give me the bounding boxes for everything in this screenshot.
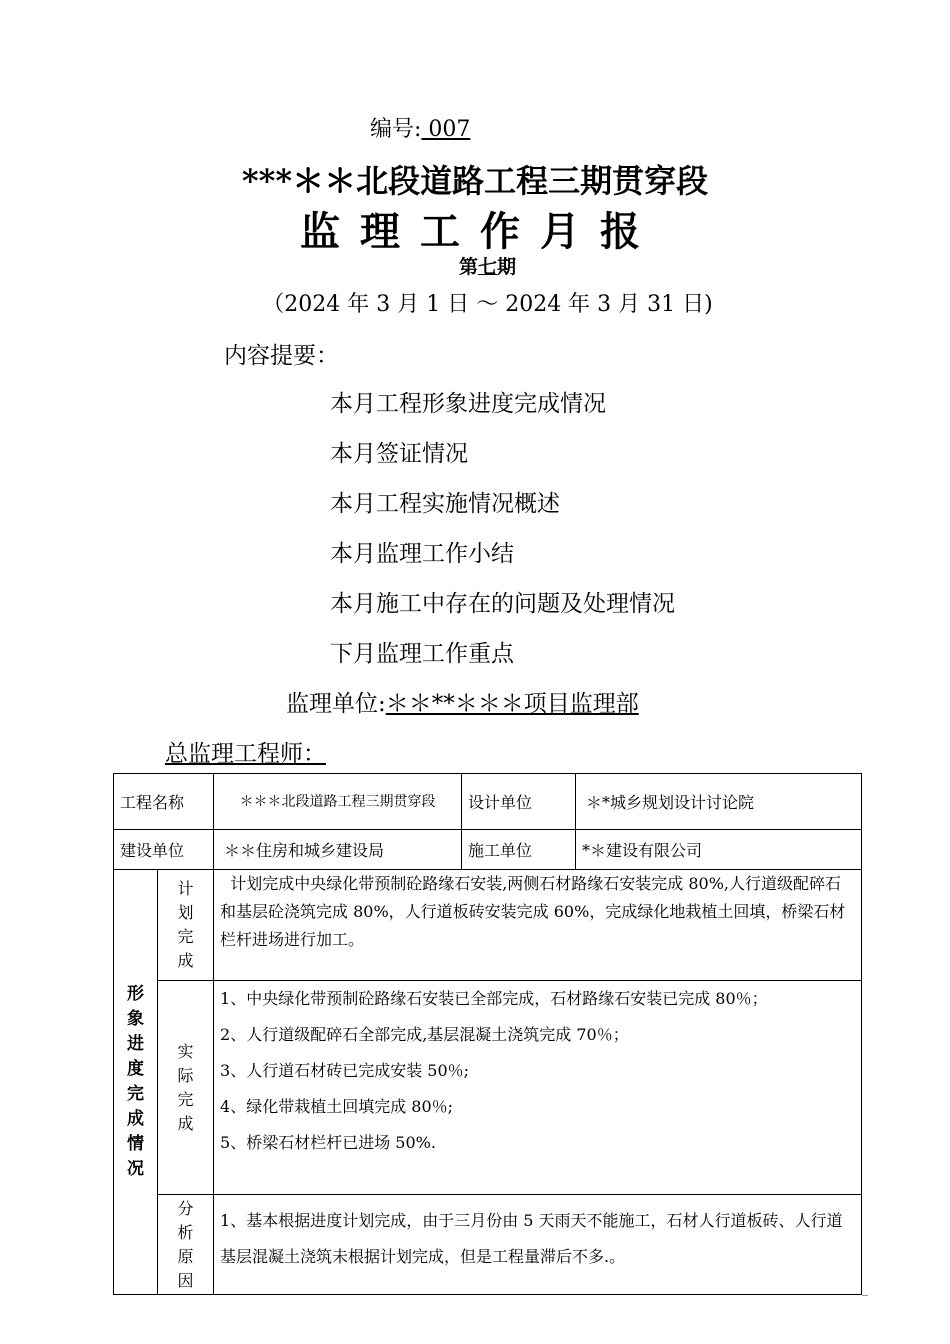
project-name-value: ＊＊＊北段道路工程三期贯穿段	[214, 774, 462, 830]
section-label-text: 形象进度完成情况	[127, 984, 144, 1179]
summary-item: 本月施工中存在的问题及处理情况	[330, 591, 675, 617]
analysis-label-text: 分析原因	[177, 1198, 194, 1290]
analysis-label	[158, 1195, 214, 1295]
serial-label: 编号:	[370, 117, 422, 142]
table-row	[114, 981, 862, 1195]
actual-text	[214, 981, 862, 1195]
analysis-paragraph: 1、基本根据进度计划完成，由于三月份由 5 天雨天不能施工，石材人行道板砖、人行道基层混凝土浇筑未根据计划完成，但是工程量滞后不多.。	[220, 1211, 843, 1266]
plan-paragraph: 计划完成中央绿化带预制砼路缘石安装,两侧石材路缘石安装完成 80%,人行道级配碎石和基层砼浇筑完成 80%，人行道板砖安装完成 60%，完成绿化地栽植土回填，桥梁石材栏杆进场进行加工。	[220, 874, 846, 949]
chief-engineer-label: 总监理工程师：	[165, 741, 326, 767]
section-label	[114, 870, 158, 1295]
serial-value: 007	[421, 117, 471, 142]
design-unit-label: 设计单位	[462, 774, 576, 830]
report-title: 监理工作月报	[300, 208, 660, 255]
project-name-label: 工程名称	[114, 774, 214, 830]
table-row	[114, 830, 862, 870]
summary-item: 本月工程实施情况概述	[330, 491, 560, 517]
project-title: ***＊＊北段道路工程三期贯穿段	[241, 162, 709, 200]
issue-value: 七	[477, 256, 497, 278]
table-row	[114, 870, 862, 981]
plan-label-text: 计划完成	[177, 879, 194, 970]
actual-item: 1、中央绿化带预制砼路缘石安装已全部完成，石材路缘石安装已完成 80％；	[220, 989, 768, 1008]
supervision-unit-value: ＊＊**＊＊＊项目监理部	[385, 691, 639, 717]
build-unit-label: 建设单位	[114, 830, 214, 870]
design-unit-value: ＊*城乡规划设计讨论院	[576, 774, 862, 830]
summary-item: 下月监理工作重点	[330, 641, 514, 667]
serial-number	[370, 112, 470, 143]
supervision-unit	[286, 685, 639, 718]
plan-text	[214, 870, 862, 981]
project-info-table	[113, 773, 862, 1295]
analysis-text	[214, 1195, 862, 1295]
plan-label	[158, 870, 214, 981]
construction-unit-value: *＊建设有限公司	[576, 830, 862, 870]
actual-label-text: 实际完成	[177, 1041, 194, 1133]
table-row	[114, 774, 862, 830]
summary-item: 本月签证情况	[330, 441, 468, 467]
construction-unit-label: 施工单位	[462, 830, 576, 870]
actual-item: 4、绿化带栽植土回填完成 80％;	[220, 1097, 454, 1116]
report-period: （2024 年 3 月 1 日 ～ 2024 年 3 月 31 日)	[262, 292, 713, 317]
build-unit-value: ＊＊住房和城乡建设局	[214, 830, 462, 870]
summary-label: 内容提要：	[224, 343, 339, 369]
table-row	[114, 1195, 862, 1295]
issue-number	[0, 252, 950, 279]
page-edge-mark	[862, 1295, 868, 1296]
actual-item: 2、人行道级配碎石全部完成,基层混凝土浇筑完成 70％；	[220, 1025, 629, 1044]
summary-item: 本月工程形象进度完成情况	[330, 391, 606, 417]
actual-label	[158, 981, 214, 1195]
issue-prefix: 第	[458, 256, 478, 278]
summary-item: 本月监理工作小结	[330, 541, 514, 567]
issue-suffix: 期	[497, 256, 517, 278]
supervision-unit-label: 监理单位:	[286, 691, 386, 717]
actual-item: 3、人行道石材砖已完成安装 50％;	[220, 1061, 470, 1080]
actual-item: 5、桥梁石材栏杆已进场 50%.	[220, 1133, 436, 1152]
